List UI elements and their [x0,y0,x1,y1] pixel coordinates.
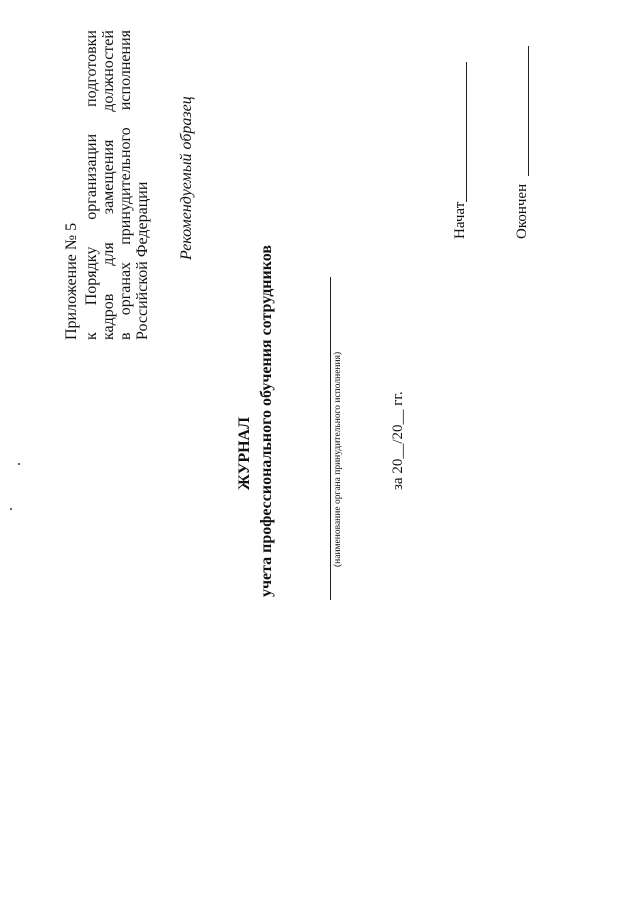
journal-subtitle: учета профессионального обучения сотрудников [258,245,275,597]
ended-label: Окончен [514,183,530,239]
appendix-line-2: к Порядку организации подготовки [83,30,100,340]
period-line: за 20__/20__ гг. [390,391,406,490]
appendix-line-3: кадров для замещения должностей [100,30,117,340]
started-blank-line [466,62,467,202]
appendix-line-5: Российской Федерации [134,181,151,340]
appendix-number: Приложение № 5 [63,222,80,340]
started-label: Начат [452,201,468,239]
recommended-sample-label: Рекомендуемый образец [178,96,195,260]
scan-speck [10,508,12,510]
ended-blank-line [528,46,529,176]
organization-caption: (наименование органа принудительного исполнения) [333,351,343,567]
journal-title: ЖУРНАЛ [236,416,253,490]
organization-name-line [330,277,331,600]
appendix-line-4: в органах принудительного исполнения [117,30,134,340]
scan-speck [18,463,20,465]
